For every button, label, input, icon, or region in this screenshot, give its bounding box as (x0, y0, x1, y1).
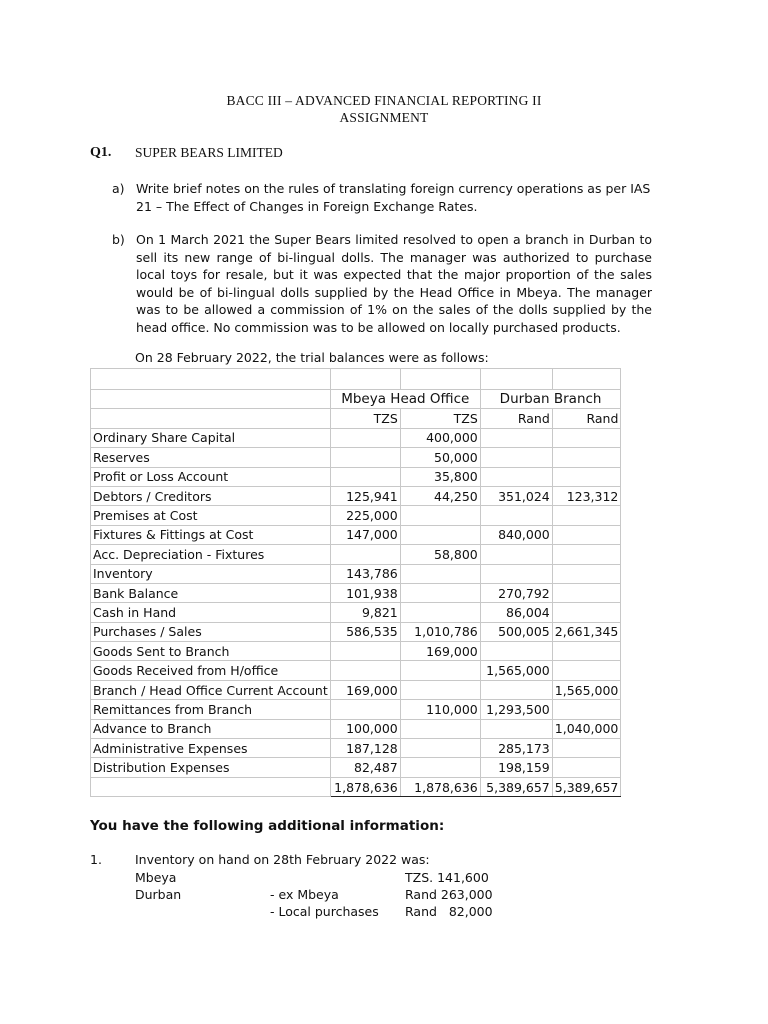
cell-ho-cr: 1,010,786 (400, 622, 480, 641)
additional-info-heading: You have the following additional information: (90, 818, 445, 834)
local-purchases-label: - Local purchases (270, 904, 379, 919)
cell-ho-cr (400, 583, 480, 602)
branch-header: Durban Branch (480, 390, 621, 409)
cell-ho-dr: 187,128 (330, 739, 400, 758)
trial-balance-table (90, 368, 621, 797)
ex-mbeya-label: - ex Mbeya (270, 887, 339, 902)
cell-br-cr (552, 583, 621, 602)
cell-br-cr (552, 739, 621, 758)
cell-ho-cr (400, 661, 480, 680)
part-a-label: a) (112, 181, 125, 196)
cell-ho-dr: 147,000 (330, 525, 400, 544)
total-ho-cr: 1,878,636 (400, 777, 480, 796)
table-row (91, 680, 621, 699)
table-row (91, 467, 621, 486)
cell-ho-cr: 110,000 (400, 700, 480, 719)
currency-br-dr: Rand (480, 409, 552, 428)
cell-br-cr: 123,312 (552, 486, 621, 505)
cell-br-dr: 285,173 (480, 739, 552, 758)
cell-ho-cr (400, 719, 480, 738)
cell-ho-cr: 35,800 (400, 467, 480, 486)
cell-br-cr (552, 758, 621, 777)
row-label: Inventory (91, 564, 331, 583)
table-row (91, 739, 621, 758)
cell-ho-cr: 44,250 (400, 486, 480, 505)
cell-br-dr: 198,159 (480, 758, 552, 777)
row-label: Profit or Loss Account (91, 467, 331, 486)
currency-ho-cr: TZS (400, 409, 480, 428)
document-subtitle: ASSIGNMENT (339, 110, 429, 125)
total-label-cell (91, 777, 331, 796)
cell-br-cr (552, 506, 621, 525)
table-row (91, 525, 621, 544)
cell-br-cr (552, 467, 621, 486)
row-label: Administrative Expenses (91, 739, 331, 758)
total-br-dr: 5,389,657 (480, 777, 552, 796)
question-number: Q1. (90, 145, 112, 160)
cell-ho-dr: 225,000 (330, 506, 400, 525)
table-spacer-row (91, 369, 621, 390)
table-row (91, 448, 621, 467)
cell-ho-cr: 400,000 (400, 428, 480, 447)
cell-ho-cr (400, 564, 480, 583)
cell-br-cr (552, 564, 621, 583)
table-row (91, 758, 621, 777)
row-label: Cash in Hand (91, 603, 331, 622)
row-label: Acc. Depreciation - Fixtures (91, 545, 331, 564)
cell-br-cr (552, 525, 621, 544)
row-label: Bank Balance (91, 583, 331, 602)
cell-br-dr (480, 719, 552, 738)
cell-ho-cr (400, 739, 480, 758)
cell-ho-cr: 169,000 (400, 642, 480, 661)
cell-br-cr (552, 603, 621, 622)
cell-br-dr: 86,004 (480, 603, 552, 622)
row-label: Distribution Expenses (91, 758, 331, 777)
trial-balance-intro: On 28 February 2022, the trial balances were as follows: (135, 350, 489, 365)
row-label: Goods Received from H/office (91, 661, 331, 680)
cell-ho-dr: 101,938 (330, 583, 400, 602)
document-title: BACC III – ADVANCED FINANCIAL REPORTING II (226, 93, 542, 108)
cell-ho-dr: 586,535 (330, 622, 400, 641)
cell-br-dr: 500,005 (480, 622, 552, 641)
cell-ho-dr: 143,786 (330, 564, 400, 583)
row-label: Ordinary Share Capital (91, 428, 331, 447)
durban-label: Durban (135, 887, 182, 902)
row-label: Debtors / Creditors (91, 486, 331, 505)
cell-br-cr: 2,661,345 (552, 622, 621, 641)
cell-br-dr (480, 467, 552, 486)
cell-ho-dr (330, 700, 400, 719)
table-row (91, 661, 621, 680)
table-group-header-row (91, 390, 621, 409)
table-row (91, 642, 621, 661)
row-label: Premises at Cost (91, 506, 331, 525)
question-title: SUPER BEARS LIMITED (135, 145, 283, 160)
row-label: Remittances from Branch (91, 700, 331, 719)
cell-ho-cr (400, 680, 480, 699)
cell-ho-dr (330, 467, 400, 486)
cell-ho-cr: 50,000 (400, 448, 480, 467)
part-a-text: Write brief notes on the rules of translating foreign currency operations as per IAS 21 – The Effect of Changes in Foreign Exchange Rates. (136, 181, 651, 214)
mbeya-label: Mbeya (135, 870, 177, 885)
table-row (91, 622, 621, 641)
cell-br-cr (552, 661, 621, 680)
cell-br-dr (480, 564, 552, 583)
currency-ho-dr: TZS (330, 409, 400, 428)
cell-ho-cr (400, 758, 480, 777)
cell-ho-dr: 169,000 (330, 680, 400, 699)
cell-ho-dr (330, 661, 400, 680)
total-ho-dr: 1,878,636 (330, 777, 400, 796)
cell-br-dr (480, 448, 552, 467)
table-row (91, 506, 621, 525)
cell-br-cr: 1,040,000 (552, 719, 621, 738)
table-row (91, 564, 621, 583)
table-row (91, 486, 621, 505)
cell-ho-dr: 125,941 (330, 486, 400, 505)
cell-ho-dr: 82,487 (330, 758, 400, 777)
part-b-label: b) (112, 232, 125, 247)
row-label: Fixtures & Fittings at Cost (91, 525, 331, 544)
table-row (91, 545, 621, 564)
cell-br-dr: 351,024 (480, 486, 552, 505)
cell-br-dr (480, 545, 552, 564)
cell-br-dr: 840,000 (480, 525, 552, 544)
cell-br-dr (480, 642, 552, 661)
cell-br-dr (480, 680, 552, 699)
item-1-text: Inventory on hand on 28th February 2022 was: (135, 852, 430, 867)
cell-br-dr: 270,792 (480, 583, 552, 602)
local-purchases-value: Rand 82,000 (405, 904, 493, 919)
cell-br-dr (480, 428, 552, 447)
head-office-header: Mbeya Head Office (330, 390, 480, 409)
table-row (91, 583, 621, 602)
mbeya-value: TZS. 141,600 (405, 870, 489, 885)
cell-ho-dr (330, 545, 400, 564)
cell-br-cr (552, 428, 621, 447)
cell-ho-cr: 58,800 (400, 545, 480, 564)
cell-ho-dr (330, 448, 400, 467)
total-br-cr: 5,389,657 (552, 777, 621, 796)
item-1-number: 1. (90, 852, 102, 867)
cell-ho-cr (400, 525, 480, 544)
cell-ho-dr (330, 428, 400, 447)
row-label: Advance to Branch (91, 719, 331, 738)
cell-br-cr (552, 642, 621, 661)
table-row (91, 603, 621, 622)
cell-br-cr (552, 545, 621, 564)
row-label: Branch / Head Office Current Account (91, 680, 331, 699)
table-currency-row (91, 409, 621, 428)
cell-ho-cr (400, 603, 480, 622)
row-label: Reserves (91, 448, 331, 467)
cell-br-cr: 1,565,000 (552, 680, 621, 699)
table-row (91, 700, 621, 719)
row-label: Goods Sent to Branch (91, 642, 331, 661)
cell-br-dr: 1,565,000 (480, 661, 552, 680)
cell-br-dr (480, 506, 552, 525)
ex-mbeya-value: Rand 263,000 (405, 887, 493, 902)
table-total-row (91, 777, 621, 796)
cell-br-cr (552, 700, 621, 719)
cell-br-dr: 1,293,500 (480, 700, 552, 719)
cell-ho-dr: 9,821 (330, 603, 400, 622)
cell-ho-cr (400, 506, 480, 525)
row-label: Purchases / Sales (91, 622, 331, 641)
cell-ho-dr: 100,000 (330, 719, 400, 738)
part-b-text: On 1 March 2021 the Super Bears limited resolved to open a branch in Durban to sell its new range of bi-lingual dolls. The manager was authorized to purchase local toys for resale, but it was expected that the major proportion of the sales would be of bi-lingual dolls supplied by the Head Office in Mbeya. The manager was to be allowed a commission of 1% on the sales of the dolls supplied by the head office. No commission was to be allowed on locally purchased products. (136, 232, 652, 335)
table-row (91, 719, 621, 738)
currency-br-cr: Rand (552, 409, 621, 428)
table-row (91, 428, 621, 447)
cell-ho-dr (330, 642, 400, 661)
cell-br-cr (552, 448, 621, 467)
